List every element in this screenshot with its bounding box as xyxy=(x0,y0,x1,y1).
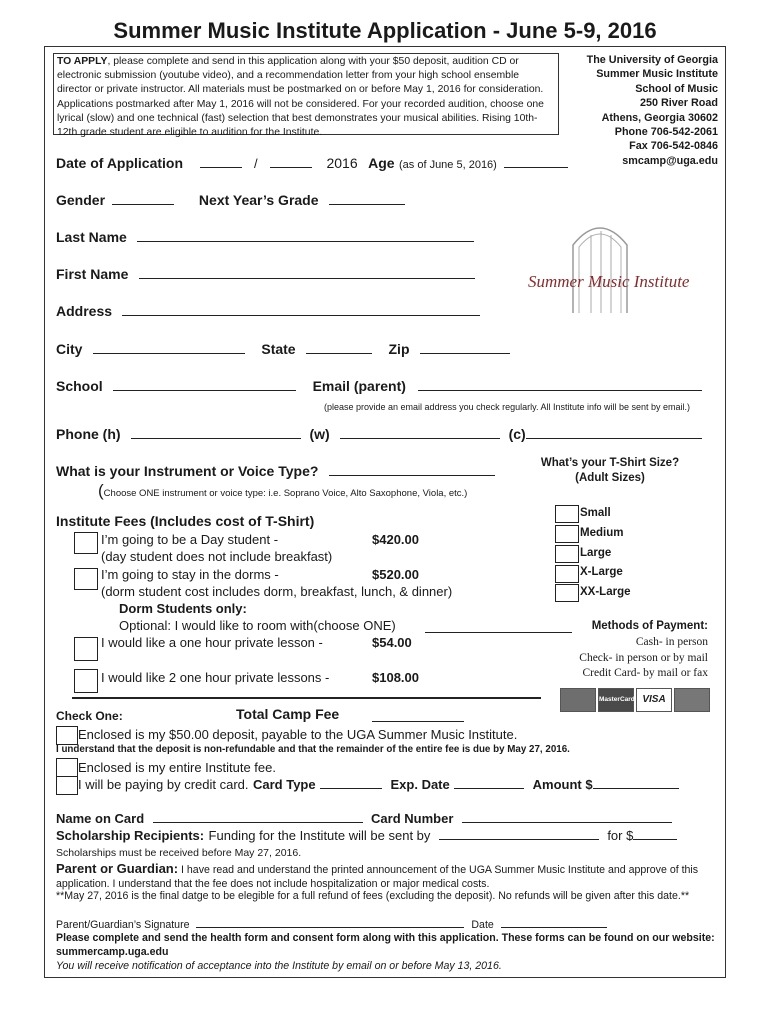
phone-cell-field[interactable] xyxy=(526,426,702,439)
scholarship-for-label: for $ xyxy=(607,828,634,843)
address-row xyxy=(56,303,480,321)
page-title: Summer Music Institute Application - June 5-9, 2016 xyxy=(113,18,657,43)
grade-label: Next Year’s Grade xyxy=(198,192,319,208)
credit-card-option: I will be paying by credit card. xyxy=(78,777,249,792)
payment-method: Cash- in person xyxy=(635,636,708,648)
name-on-card-field[interactable] xyxy=(153,810,363,823)
phone-work-field[interactable] xyxy=(340,426,500,439)
phone-home-field[interactable] xyxy=(131,426,301,439)
exp-date-label: Exp. Date xyxy=(390,777,450,792)
name-on-card-label: Name on Card xyxy=(56,811,145,826)
phone-work-label: (w) xyxy=(309,426,330,442)
card-number-field[interactable] xyxy=(462,810,672,823)
date-row xyxy=(56,155,568,173)
tshirt-checkbox-medium[interactable] xyxy=(555,525,579,543)
instrument-field[interactable] xyxy=(329,463,495,476)
tshirt-title: What’s your T-Shirt Size? xyxy=(540,457,680,469)
two-lessons-label: I would like 2 one hour private lessons - xyxy=(101,670,330,685)
gender-field[interactable] xyxy=(112,192,174,205)
card-type-field[interactable] xyxy=(320,776,382,789)
state-field[interactable] xyxy=(306,341,372,354)
scholarship-source-field[interactable] xyxy=(439,827,599,840)
city-label: City xyxy=(56,341,83,357)
zip-label: Zip xyxy=(388,341,410,357)
first-name-label: First Name xyxy=(56,266,129,282)
email-label: Email (parent) xyxy=(312,378,406,394)
last-name-label: Last Name xyxy=(56,229,127,245)
logo-text: Summer Music Institute xyxy=(528,272,690,291)
contact-line: Summer Music Institute xyxy=(596,68,718,81)
contact-line: 250 River Road xyxy=(639,97,718,110)
card-logo-generic xyxy=(560,688,596,712)
scholarship-note: Scholarships must be received before May 27, 2016. xyxy=(56,847,302,859)
date-day-field[interactable] xyxy=(270,155,312,168)
intro-text: , please complete and send in this application along with your $50 deposit, audition CD or electronic submission (youtube video), and a recommendation letter from your high school ensemble director or private instructor. All materials must be postmarked on or before May 1, 2016 for consideration. Applications postmarked after May 1, 2016 will not be considered. For your recorded audition, choose one lyrical (slow) and one technical (fast) selection that best demonstrates your musical abilities. Rising 10th-12th grade student are eligible to audition for the Institute. xyxy=(57,56,544,139)
age-label: Age xyxy=(368,155,395,171)
one-lesson-checkbox[interactable] xyxy=(74,637,98,661)
scholarship-amount-field[interactable] xyxy=(633,827,677,840)
phone-cell-label: (c) xyxy=(508,426,526,442)
tshirt-checkbox-large[interactable] xyxy=(555,545,579,563)
date-year: 2016 xyxy=(326,155,358,171)
dorm-student-amount: $520.00 xyxy=(372,567,419,582)
gender-label: Gender xyxy=(56,192,106,208)
intro-box xyxy=(53,53,559,139)
email-field[interactable] xyxy=(418,378,702,391)
footer-notification: You will receive notification of acceptance into the Institute by email on or before May 13, 2016. xyxy=(56,960,502,972)
fees-divider xyxy=(72,697,541,699)
roommate-field[interactable] xyxy=(425,620,572,633)
tshirt-subtitle: (Adult Sizes) xyxy=(575,472,645,484)
contact-line: School of Music xyxy=(635,82,718,95)
address-field[interactable] xyxy=(122,303,480,316)
total-fee-field[interactable] xyxy=(372,709,464,722)
credit-card-checkbox[interactable] xyxy=(56,776,78,795)
instrument-row xyxy=(56,463,495,481)
grade-field[interactable] xyxy=(329,192,405,205)
tshirt-size-label: Small xyxy=(580,507,611,519)
card-logo-visa: VISA xyxy=(636,688,672,712)
fees-heading: Institute Fees (Includes cost of T-Shirt) xyxy=(56,513,315,529)
signature-field[interactable] xyxy=(196,918,464,928)
contact-line: Athens, Georgia 30602 xyxy=(601,111,718,124)
roommate-label: Optional: I would like to room with(choose ONE) xyxy=(119,618,396,633)
day-student-label: I’m going to be a Day student - xyxy=(101,532,279,547)
guardian-paragraph xyxy=(56,862,712,891)
total-fee-label: Total Camp Fee xyxy=(236,706,340,722)
first-name-row xyxy=(56,266,475,284)
contact-line: Phone 706-542-2061 xyxy=(614,126,718,139)
instrument-note-row xyxy=(98,481,467,501)
dorm-student-label: I’m going to stay in the dorms - xyxy=(101,567,279,582)
card-info-row xyxy=(56,810,672,828)
contact-line: The University of Georgia xyxy=(586,54,718,66)
tshirt-size-label: Medium xyxy=(580,527,624,539)
phone-row xyxy=(56,426,702,444)
scholarship-row xyxy=(56,827,677,845)
school-row xyxy=(56,378,702,396)
tshirt-checkbox-xlarge[interactable] xyxy=(555,565,579,583)
exp-date-field[interactable] xyxy=(454,776,524,789)
deposit-checkbox[interactable] xyxy=(56,726,78,745)
deposit-note: I understand that the deposit is non-refundable and that the remainder of the entire fee is due by May 27, 2016. xyxy=(56,744,570,755)
state-label: State xyxy=(261,341,296,357)
signature-date-label: Date xyxy=(471,919,494,931)
last-name-row xyxy=(56,229,474,247)
date-slash: / xyxy=(253,156,258,171)
check-one-heading: Check One: xyxy=(56,709,123,723)
amount-field[interactable] xyxy=(593,776,679,789)
scholarship-text: Funding for the Institute will be sent by xyxy=(208,828,431,843)
intro-lead: TO APPLY xyxy=(57,56,108,67)
instrument-question: What is your Instrument or Voice Type? xyxy=(56,463,319,479)
scholarship-label: Scholarship Recipients: xyxy=(56,828,205,843)
two-lessons-amount: $108.00 xyxy=(372,670,419,685)
school-label: School xyxy=(56,378,103,394)
city-row xyxy=(56,341,510,359)
tshirt-checkbox-small[interactable] xyxy=(555,505,579,523)
age-note: (as of June 5, 2016) xyxy=(399,159,497,171)
guardian-label: Parent or Guardian: xyxy=(56,861,179,876)
two-lessons-checkbox[interactable] xyxy=(74,669,98,693)
card-logo-mastercard: MasterCard xyxy=(598,688,634,712)
date-label: Date of Application xyxy=(56,155,184,171)
card-logo-discover xyxy=(674,688,710,712)
gender-row xyxy=(56,192,405,210)
card-type-label: Card Type xyxy=(252,777,316,792)
signature-row xyxy=(56,918,607,931)
age-field[interactable] xyxy=(504,155,568,168)
card-number-label: Card Number xyxy=(371,811,454,826)
logo-arch-icon xyxy=(565,215,635,315)
dorm-student-note: (dorm student cost includes dorm, breakfast, lunch, & dinner) xyxy=(101,584,453,599)
phone-home-label: Phone (h) xyxy=(56,426,121,442)
signature-date-field[interactable] xyxy=(501,918,607,928)
email-note: (please provide an email address you check regularly. All Institute info will be sent by email.) xyxy=(324,402,691,412)
instrument-paren: ( xyxy=(98,481,104,500)
tshirt-checkbox-xxlarge[interactable] xyxy=(555,584,579,602)
dorm-student-checkbox[interactable] xyxy=(74,568,98,590)
contact-email: smcamp@uga.edu xyxy=(622,154,718,167)
institute-logo xyxy=(565,215,635,315)
amount-label: Amount $ xyxy=(532,777,593,792)
payment-method: Credit Card- by mail or fax xyxy=(582,667,708,679)
one-lesson-label: I would like a one hour private lesson - xyxy=(101,635,323,650)
one-lesson-amount: $54.00 xyxy=(372,635,412,650)
dorm-only-label: Dorm Students only: xyxy=(119,601,247,616)
tshirt-size-label: Large xyxy=(580,547,612,559)
guardian-text: I have read and understand the printed announcement of the UGA Summer Music Institute and approve of this application. I understand that the fee does not include hospitalization or major medical costs. xyxy=(56,864,699,890)
school-field[interactable] xyxy=(113,378,296,391)
address-label: Address xyxy=(56,303,113,319)
payment-title: Methods of Payment: xyxy=(591,620,708,632)
zip-field[interactable] xyxy=(420,341,510,354)
payment-method: Check- in person or by mail xyxy=(579,652,708,664)
last-name-field[interactable] xyxy=(137,229,474,242)
day-student-note: (day student does not include breakfast) xyxy=(101,549,333,564)
date-month-field[interactable] xyxy=(200,155,242,168)
deposit-option: Enclosed is my $50.00 deposit, payable to the UGA Summer Music Institute. xyxy=(78,727,518,742)
credit-card-row xyxy=(78,776,679,794)
contact-line: Fax 706-542-0846 xyxy=(629,140,718,153)
contact-block xyxy=(560,53,718,168)
day-student-amount: $420.00 xyxy=(372,532,419,547)
footer-instructions: Please complete and send the health form and consent form along with this application. These forms can be found on our website: summercamp.uga.edu xyxy=(56,932,715,958)
tshirt-size-label: X-Large xyxy=(580,566,623,578)
full-fee-option: Enclosed is my entire Institute fee. xyxy=(78,760,276,775)
city-field[interactable] xyxy=(93,341,245,354)
refund-note: **May 27, 2016 is the final datge to be elegible for a full refund of fees (excluding the deposit). No refunds will be given after this date.** xyxy=(56,890,690,902)
signature-label: Parent/Guardian’s Signature xyxy=(56,919,190,931)
first-name-field[interactable] xyxy=(139,266,475,279)
instrument-note: Choose ONE instrument or voice type: i.e. Soprano Voice, Alto Saxophone, Viola, etc.) xyxy=(103,488,468,499)
day-student-checkbox[interactable] xyxy=(74,532,98,554)
full-fee-checkbox[interactable] xyxy=(56,758,78,777)
tshirt-size-label: XX-Large xyxy=(580,586,631,598)
